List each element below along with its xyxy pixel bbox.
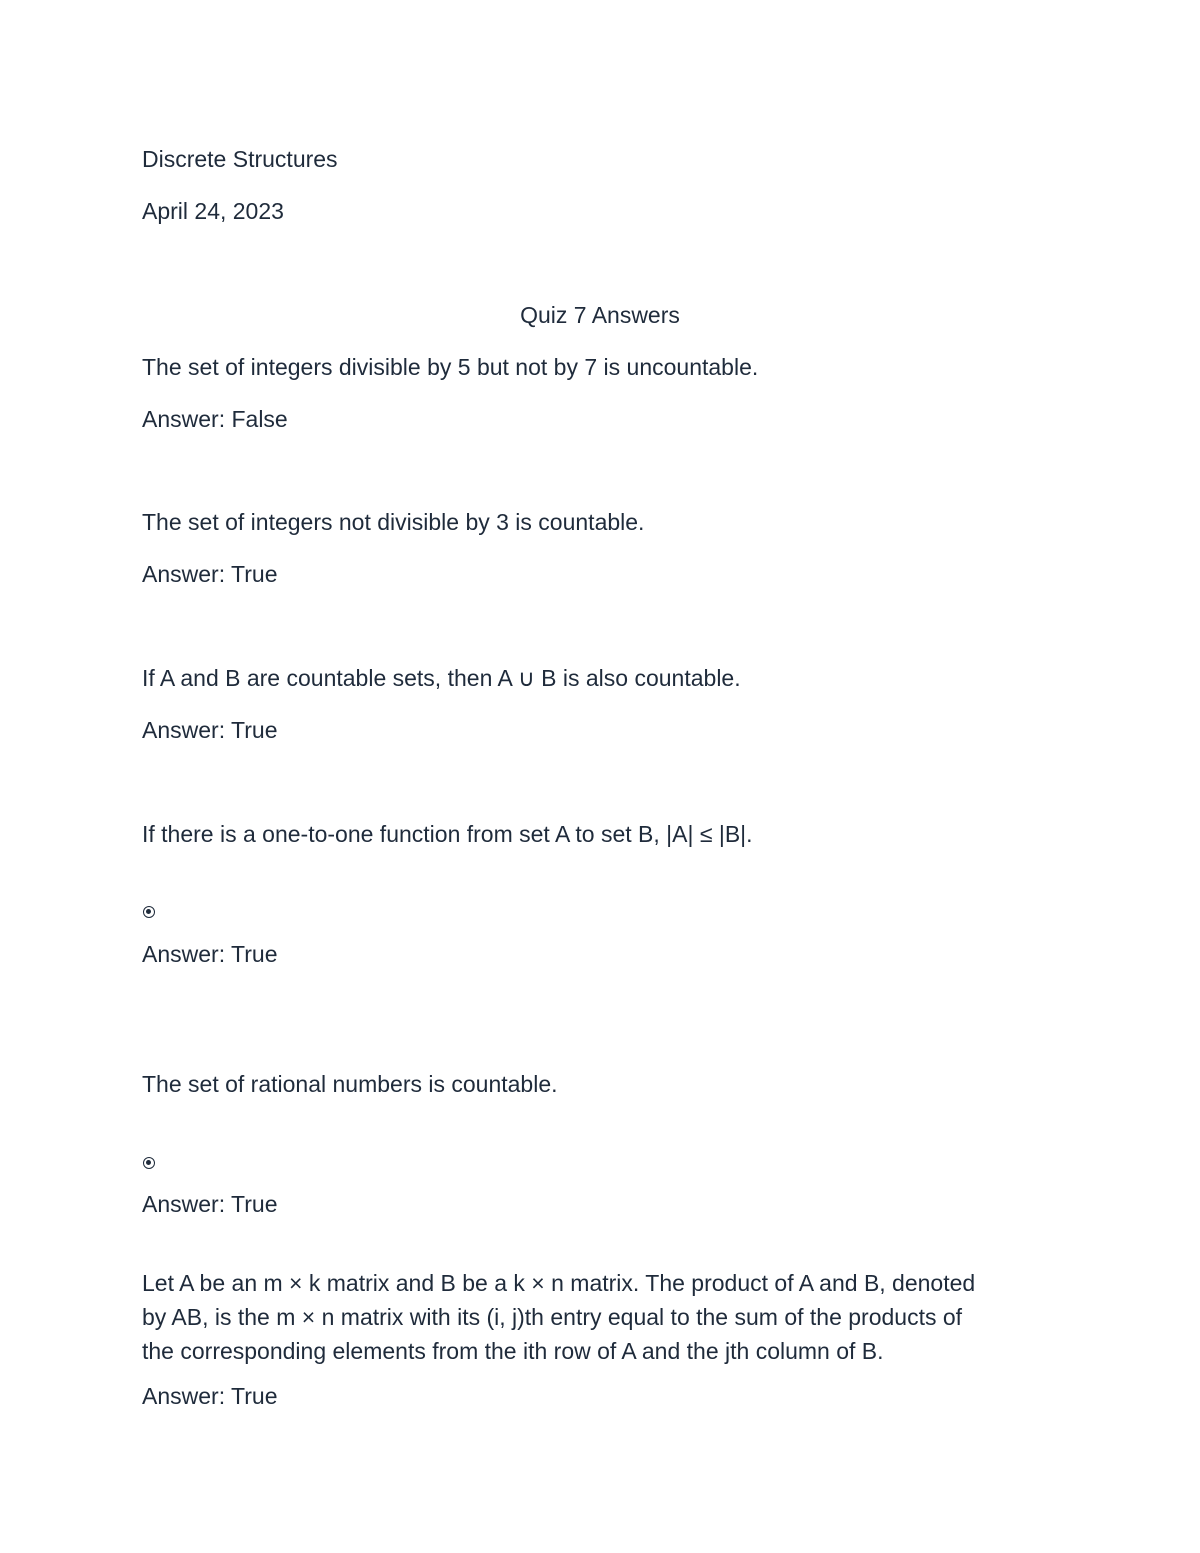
selected-radio-icon[interactable] <box>143 1157 155 1169</box>
question-5-answer: Answer: True <box>142 1191 278 1217</box>
question-6-statement <box>142 1266 1072 1368</box>
page-title: Quiz 7 Answers <box>520 302 680 328</box>
selected-radio-icon[interactable] <box>143 906 155 918</box>
question-1-statement: The set of integers divisible by 5 but not by 7 is uncountable. <box>142 354 759 380</box>
question-5-statement: The set of rational numbers is countable. <box>142 1071 558 1097</box>
question-4-statement: If there is a one-to-one function from set A to set B, |A| ≤ |B|. <box>142 821 753 847</box>
question-6-line-1: Let A be an m × k matrix and B be a k × n matrix. The product of A and B, denoted <box>142 1270 976 1296</box>
question-6-answer: Answer: True <box>142 1383 278 1409</box>
question-1-answer: Answer: False <box>142 406 288 432</box>
question-2-statement: The set of integers not divisible by 3 is countable. <box>142 509 645 535</box>
question-6-line-3: the corresponding elements from the ith row of A and the jth column of B. <box>142 1338 884 1364</box>
question-3-answer: Answer: True <box>142 717 278 743</box>
course-name: Discrete Structures <box>142 146 338 172</box>
question-6-line-2: by AB, is the m × n matrix with its (i, j)th entry equal to the sum of the products of <box>142 1304 963 1330</box>
question-4-answer: Answer: True <box>142 941 278 967</box>
question-3-statement: If A and B are countable sets, then A ∪ B is also countable. <box>142 665 741 691</box>
quiz-date: April 24, 2023 <box>142 198 284 224</box>
question-2-answer: Answer: True <box>142 561 278 587</box>
